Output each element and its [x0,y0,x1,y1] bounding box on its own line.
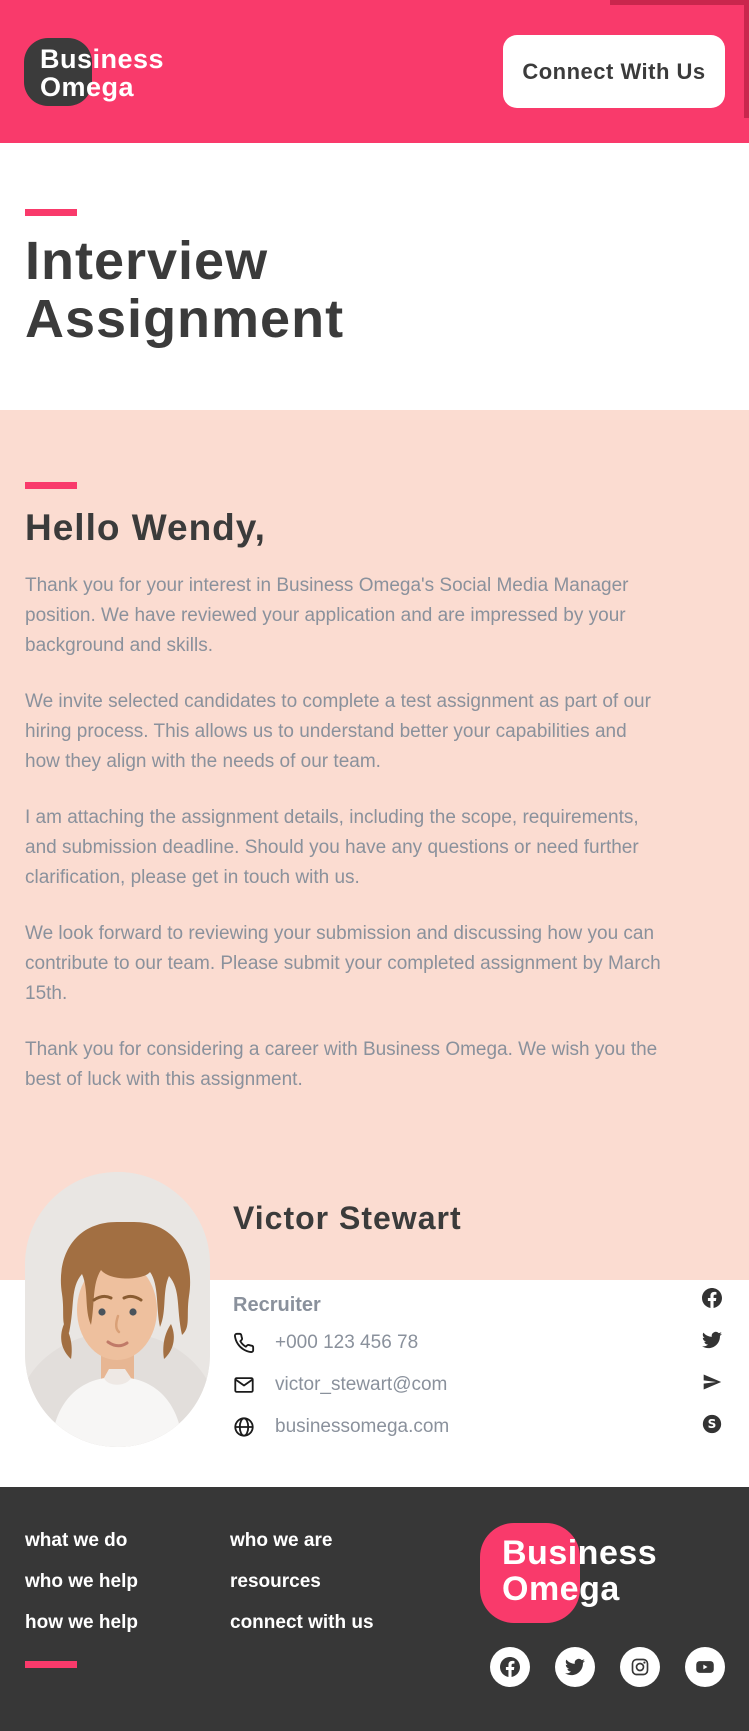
footer-link-who-we-help[interactable]: who we help [25,1571,138,1592]
footer-logo-line2: Omega [502,1570,620,1608]
svg-text:S: S [707,1417,717,1432]
logo-line2: Omega [40,71,135,102]
mail-icon [233,1374,255,1396]
screenshot-edge-artifact [744,0,749,118]
recruiter-role: Recruiter [233,1294,321,1316]
recruiter-photo [25,1172,210,1447]
signature-details [233,1172,749,1447]
footer-link-connect-with-us[interactable]: connect with us [230,1612,374,1633]
footer-nav-col2 [230,1531,374,1654]
footer-link-resources[interactable]: resources [230,1571,321,1592]
telegram-icon[interactable] [702,1372,722,1392]
phone-row[interactable] [233,1328,449,1358]
footer-link-what-we-do[interactable]: what we do [25,1530,128,1551]
logo-wordmark [40,45,164,101]
twitter-icon[interactable] [702,1330,722,1350]
accent-dash [25,1661,77,1668]
twitter-icon[interactable] [555,1647,595,1687]
website-value: businessomega.com [275,1416,450,1437]
footer-nav-col1 [25,1531,138,1654]
signature-section [0,1172,749,1487]
letter-paragraph: I am attaching the assignment details, including the scope, requirements, and submission deadline. Should you have any questions or need further clarification, please get in touch with us. [25,807,639,888]
footer [0,1487,749,1731]
footer-logo-wordmark [502,1535,657,1607]
letter-paragraph: We look forward to reviewing your submission and discussing how you can contribute to our team. Please submit your completed assignment by March 15th. [25,923,661,1004]
accent-dash [25,209,77,216]
greeting: Hello Wendy, [25,507,266,548]
footer-social-links [490,1647,725,1687]
page-title-line1: Interview [25,231,269,291]
logo-line1: Business [40,43,165,74]
footer-brand-logo[interactable] [480,1523,740,1623]
letter-paragraph: Thank you for your interest in Business Omega's Social Media Manager position. We have reviewed your application and are impressed by your background and skills. [25,575,629,656]
footer-logo-line1: Business [502,1534,658,1572]
phone-icon [233,1332,255,1354]
brand-logo[interactable] [24,38,194,108]
letter-paragraph: We invite selected candidates to complete a test assignment as part of our hiring process. This allows us to understand better your capabilities and how they align with the needs of our team. [25,691,651,772]
phone-value: +000 123 456 78 [275,1332,419,1353]
globe-icon [233,1416,255,1438]
footer-link-how-we-help[interactable]: how we help [25,1612,138,1633]
hero-section [0,143,749,410]
contact-list [233,1328,449,1454]
screenshot-edge-artifact [610,0,749,5]
facebook-icon[interactable] [490,1647,530,1687]
instagram-icon[interactable] [620,1647,660,1687]
letter-section [0,410,749,1172]
email-row[interactable] [233,1370,449,1400]
youtube-icon[interactable] [685,1647,725,1687]
recruiter-name: Victor Stewart [233,1200,462,1236]
website-row[interactable] [233,1412,449,1442]
connect-with-us-button[interactable]: Connect With Us [503,35,725,108]
skype-icon[interactable] [702,1414,722,1434]
page-title [25,232,724,348]
facebook-icon[interactable] [702,1288,722,1308]
email-value: victor_stewart@com [275,1374,448,1395]
signature-social-links [702,1288,722,1434]
page-title-line2: Assignment [25,289,345,349]
accent-dash [25,482,77,489]
footer-link-who-we-are[interactable]: who we are [230,1530,333,1551]
header [0,0,749,143]
recruiter-photo-image [25,1172,210,1447]
letter-paragraph: Thank you for considering a career with Business Omega. We wish you the best of luck with this assignment. [25,1039,658,1090]
